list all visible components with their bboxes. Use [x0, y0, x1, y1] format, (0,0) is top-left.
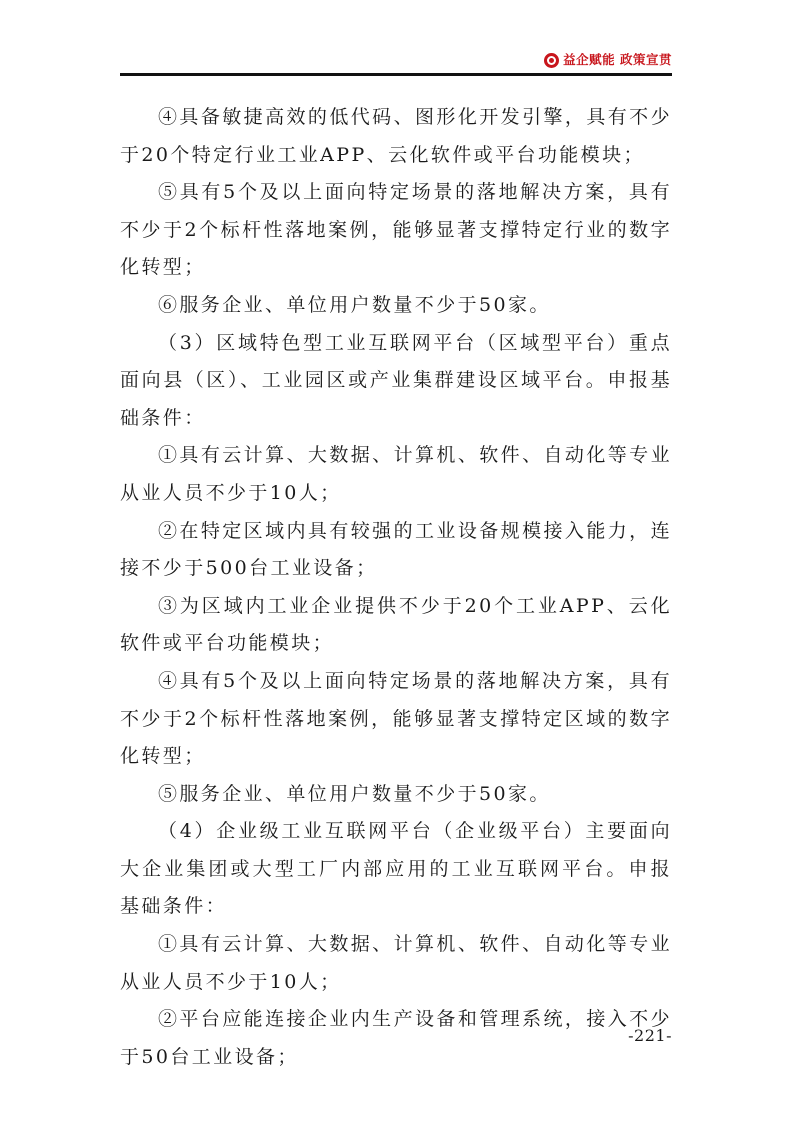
brand-logo	[544, 52, 672, 68]
page-number: -221-	[628, 1026, 672, 1045]
paragraph: ④具有5个及以上面向特定场景的落地解决方案，具有不少于2个标杆性落地案例，能够显著支撑特定区域的数字化转型；	[120, 669, 672, 768]
page-header	[120, 44, 672, 74]
header-divider	[120, 73, 672, 76]
paragraph: ①具有云计算、大数据、计算机、软件、自动化等专业从业人员不少于10人；	[120, 933, 672, 993]
paragraph: （3）区域特色型工业互联网平台（区域型平台）重点面向县（区）、工业园区或产业集群建设区域平台。申报基础条件：	[120, 331, 672, 429]
paragraph: ⑥服务企业、单位用户数量不少于50家。	[158, 293, 551, 316]
paragraph: ③为区域内工业企业提供不少于20个工业APP、云化软件或平台功能模块；	[120, 594, 672, 655]
paragraph: ④具备敏捷高效的低代码、图形化开发引擎，具有不少于20个特定行业工业APP、云化软件或平台功能模块；	[120, 106, 672, 166]
paragraph: ⑤具有5个及以上面向特定场景的落地解决方案，具有不少于2个标杆性落地案例，能够显著支撑特定行业的数字化转型；	[120, 181, 672, 279]
paragraph: （4）企业级工业互联网平台（企业级平台）主要面向大企业集团或大型工厂内部应用的工业互联网平台。申报基础条件：	[120, 820, 672, 918]
paragraph: ②平台应能连接企业内生产设备和管理系统，接入不少于50台工业设备；	[120, 1008, 672, 1068]
brand-logo-text: 益企赋能 政策宣贯	[563, 52, 672, 67]
paragraph: ②在特定区域内具有较强的工业设备规模接入能力，连接不少于500台工业设备；	[120, 519, 672, 580]
brand-emblem-icon	[544, 53, 559, 68]
paragraph: ①具有云计算、大数据、计算机、软件、自动化等专业从业人员不少于10人；	[120, 444, 672, 504]
document-body	[120, 99, 672, 1076]
paragraph: ⑤服务企业、单位用户数量不少于50家。	[158, 782, 551, 805]
